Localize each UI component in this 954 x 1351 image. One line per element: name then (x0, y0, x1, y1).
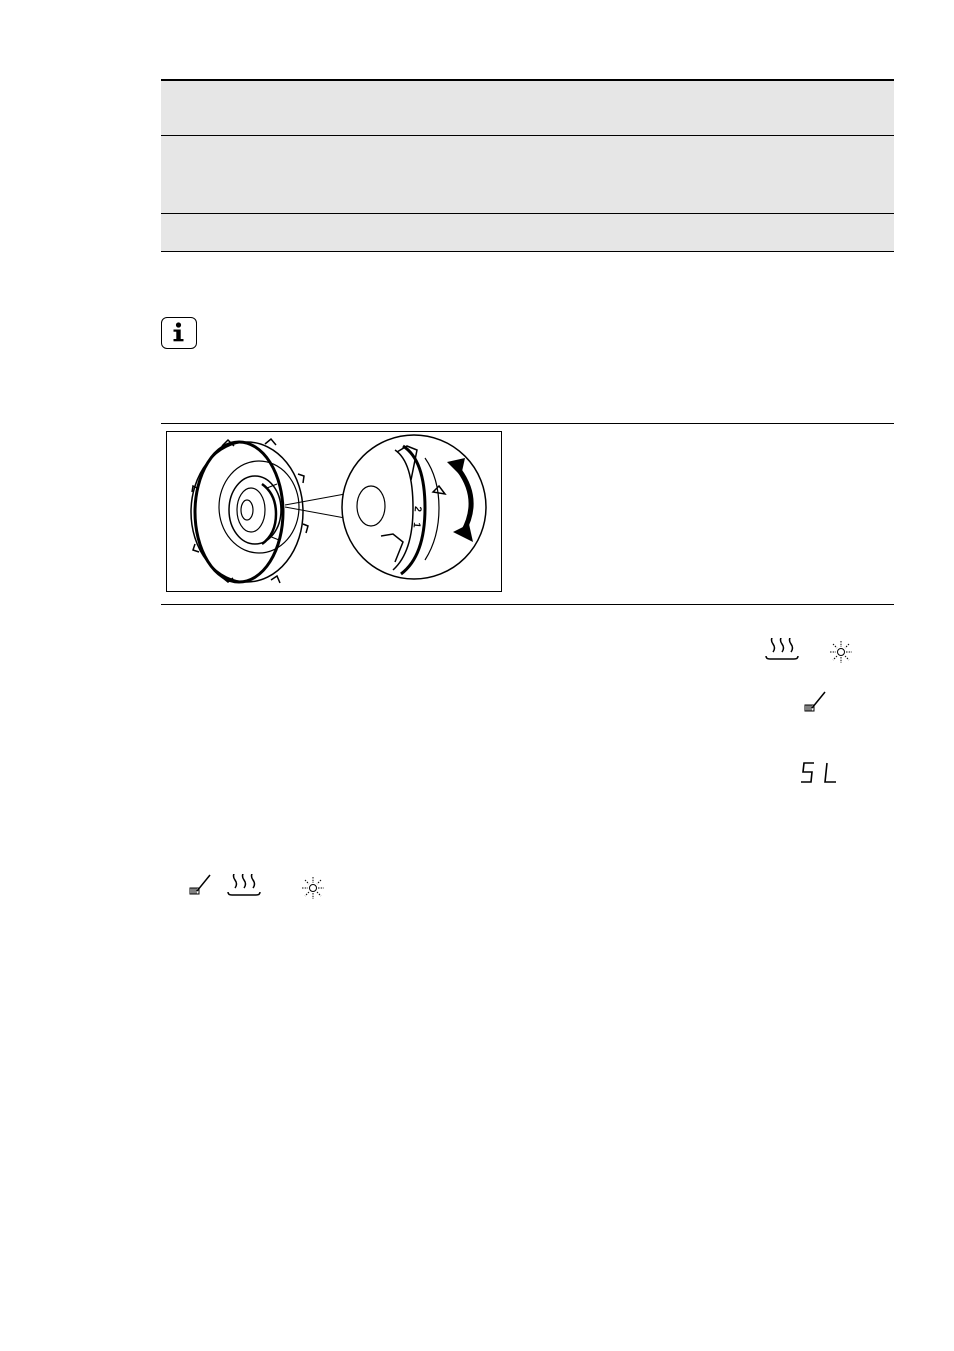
heating-icon (765, 638, 799, 662)
table-row-2 (161, 136, 894, 213)
brush-icon-inline (189, 873, 213, 897)
table-row-1 (161, 81, 894, 135)
table-bottom-rule (161, 251, 894, 252)
brush-icon (804, 690, 828, 714)
dial-number-1: 1 (410, 521, 422, 529)
table-row-3 (161, 214, 894, 251)
figure-top-rule (161, 423, 894, 424)
heating-icon-inline (227, 874, 261, 898)
light-icon (829, 640, 853, 664)
dial-number-2: 2 (411, 505, 423, 513)
salt-level-display (800, 760, 838, 786)
figure-bottom-rule (161, 604, 894, 605)
info-icon (161, 317, 197, 349)
dial-illustration (167, 432, 501, 591)
dial-figure (166, 431, 502, 592)
light-icon-inline (301, 876, 325, 900)
